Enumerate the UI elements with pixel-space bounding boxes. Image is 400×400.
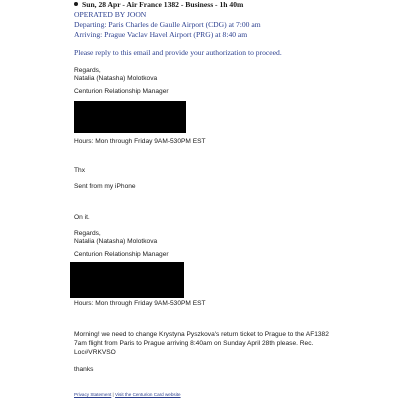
authorization-request: Please reply to this email and provide your authorization to proceed. [74, 48, 282, 57]
flight-departing: Departing: Paris Charles de Gaulle Airport (CDG) at 7:00 am [74, 20, 261, 29]
original-message-line-2: 7am flight from Paris to Prague arriving 8:40am on Sunday April 28th please. Rec. [74, 340, 314, 347]
signature-hours-2: Hours: Mon through Friday 9AM-530PM EST [74, 300, 206, 307]
footer-separator: | [111, 392, 116, 397]
signature-name: Natalia (Natasha) Molotkova [74, 75, 158, 82]
email-document [74, 0, 394, 400]
reply-thx: Thx [74, 167, 85, 174]
signature-hours: Hours: Mon through Friday 9AM-530PM EST [74, 138, 206, 145]
flight-header-bullet [74, 0, 243, 10]
signature-regards: Regards, [74, 67, 101, 74]
signature-name-2: Natalia (Natasha) Molotkova [74, 238, 158, 245]
privacy-statement-link[interactable]: Privacy Statement [74, 392, 112, 397]
redacted-block-2 [70, 262, 184, 298]
flight-operated-by: OPERATED BY JOON [74, 10, 147, 19]
flight-arriving: Arriving: Prague Vaclav Havel Airport (PRG) at 8:40 am [74, 30, 248, 39]
original-message-line-3: Loc#VRKVSO [74, 349, 116, 356]
footer [74, 392, 181, 398]
signature-regards-2: Regards, [74, 230, 101, 237]
reply-on-it: On it. [74, 214, 90, 221]
bullet-dot-icon [74, 2, 78, 6]
original-message-line-1: Morning! we need to change Krystyna Pyszkova's return ticket to Prague to the AF1382 [74, 331, 329, 338]
signature-title-2: Centurion Relationship Manager [74, 251, 169, 258]
original-thanks: thanks [74, 366, 94, 373]
redacted-block [74, 101, 186, 133]
centurion-website-link[interactable]: Visit the Centurion Card website [115, 392, 181, 397]
flight-header: Sun, 28 Apr - Air France 1382 - Business - 1h 40m [82, 0, 244, 9]
sent-from-iphone: Sent from my iPhone [74, 183, 136, 190]
signature-title: Centurion Relationship Manager [74, 88, 169, 95]
